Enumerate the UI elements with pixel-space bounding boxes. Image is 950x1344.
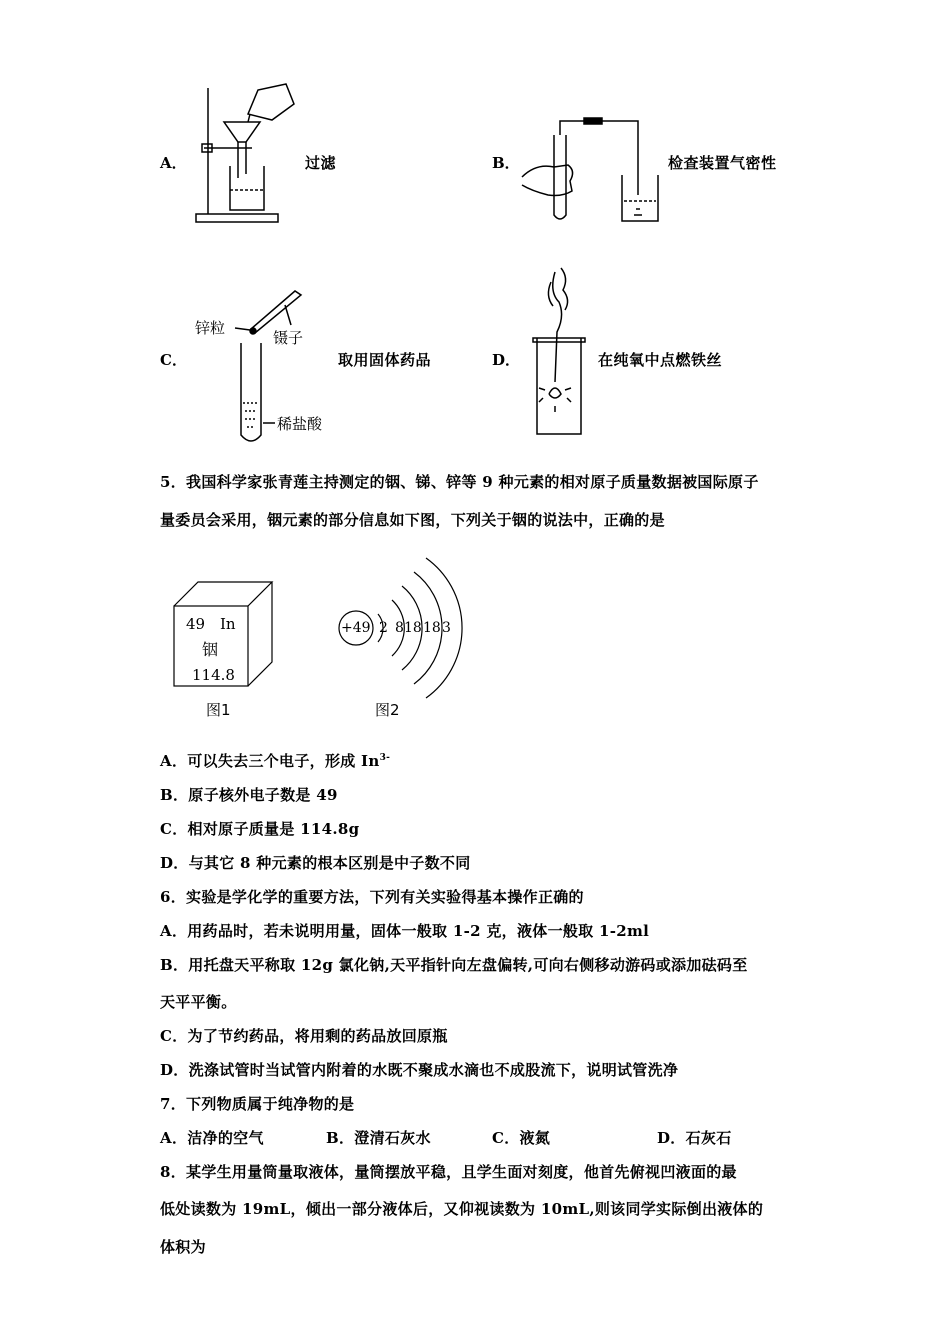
q7-option-d: D．石灰石 [657,1129,732,1147]
element-name: 铟 [202,640,219,659]
q8-stem-line3: 体积为 [160,1238,206,1256]
atomic-mass: 114.8 [192,666,235,684]
q5-option-d: D．与其它 8 种元素的根本区别是中子数不同 [160,854,471,872]
q5-stem-line2: 量委员会采用，铟元素的部分信息如下图，下列关于铟的说法中，正确的是 [160,511,665,529]
shell-1-electrons: 2 [379,620,388,636]
option-b-letter: B． [492,154,520,172]
label-zinc-grain: 锌粒 [195,319,226,337]
q5-option-a: A．可以失去三个电子，形成 $In^{3-}$ [160,752,391,770]
q8-stem-line1: 8．某学生用量筒量取液体，量筒摆放平稳，且学生面对刻度，他首先俯视凹液面的最 [160,1163,737,1181]
q6-option-b-line2: 天平平衡。 [160,993,237,1011]
shell-5-electrons: 3 [442,620,451,636]
airtightness-check-figure [518,115,668,230]
q8-stem-line2: 低处读数为 19mL，倾出一部分液体后，又仰视读数为 10mL,则该同学实际倒出液体的 [160,1200,764,1218]
q7-stem: 7．下列物质属于纯净物的是 [160,1095,355,1113]
q6-stem: 6．实验是学化学的重要方法，下列有关实验得基本操作正确的 [160,888,584,906]
solid-reagent-figure [195,285,340,445]
figure1-caption: 图1 [206,701,231,719]
iron-wire-combustion-figure [525,262,595,442]
q7-option-b: B．澄清石灰水 [326,1129,431,1147]
nucleus-charge: +49 [341,620,371,636]
atomic-number: 49 [186,615,206,633]
q7-option-a: A．洁净的空气 [160,1129,264,1147]
q6-option-b-line1: B．用托盘天平称取 12g 氯化钠,天平指针向左盘偏转,可向右侧移动游码或添加砝码至 [160,956,748,974]
figure2-caption: 图2 [375,701,400,719]
shell-4-electrons: 18 [423,620,441,636]
filtration-apparatus-figure [190,78,310,228]
option-d-letter: D． [492,351,521,369]
q7-option-c: C．液氮 [492,1129,551,1147]
label-dilute-hcl: 稀盐酸 [277,415,323,433]
element-symbol: In [220,615,236,633]
option-c-caption: 取用固体药品 [338,351,432,369]
q5-option-c: C．相对原子质量是 114.8g [160,820,360,838]
option-c-letter: C． [160,351,187,369]
option-a-letter: A． [160,154,187,172]
q6-option-d: D．洗涤试管时当试管内附着的水既不聚成水滴也不成股流下，说明试管洗净 [160,1061,679,1079]
option-a-caption: 过滤 [305,154,337,172]
q5-stem-line1: 5．我国科学家张青莲主持测定的铟、锑、锌等 9 种元素的相对原子质量数据被国际原子 [160,473,759,491]
option-b-caption: 检查装置气密性 [668,154,777,172]
shell-2-electrons: 8 [395,620,404,636]
label-tweezers: 镊子 [273,329,304,347]
q5-option-b: B．原子核外电子数是 49 [160,786,338,804]
option-d-caption: 在纯氧中点燃铁丝 [598,351,723,369]
q6-option-a: A．用药品时，若未说明用量，固体一般取 1-2 克，液体一般取 1-2ml [160,922,650,940]
shell-3-electrons: 18 [404,620,422,636]
q6-option-c: C．为了节约药品，将用剩的药品放回原瓶 [160,1027,448,1045]
